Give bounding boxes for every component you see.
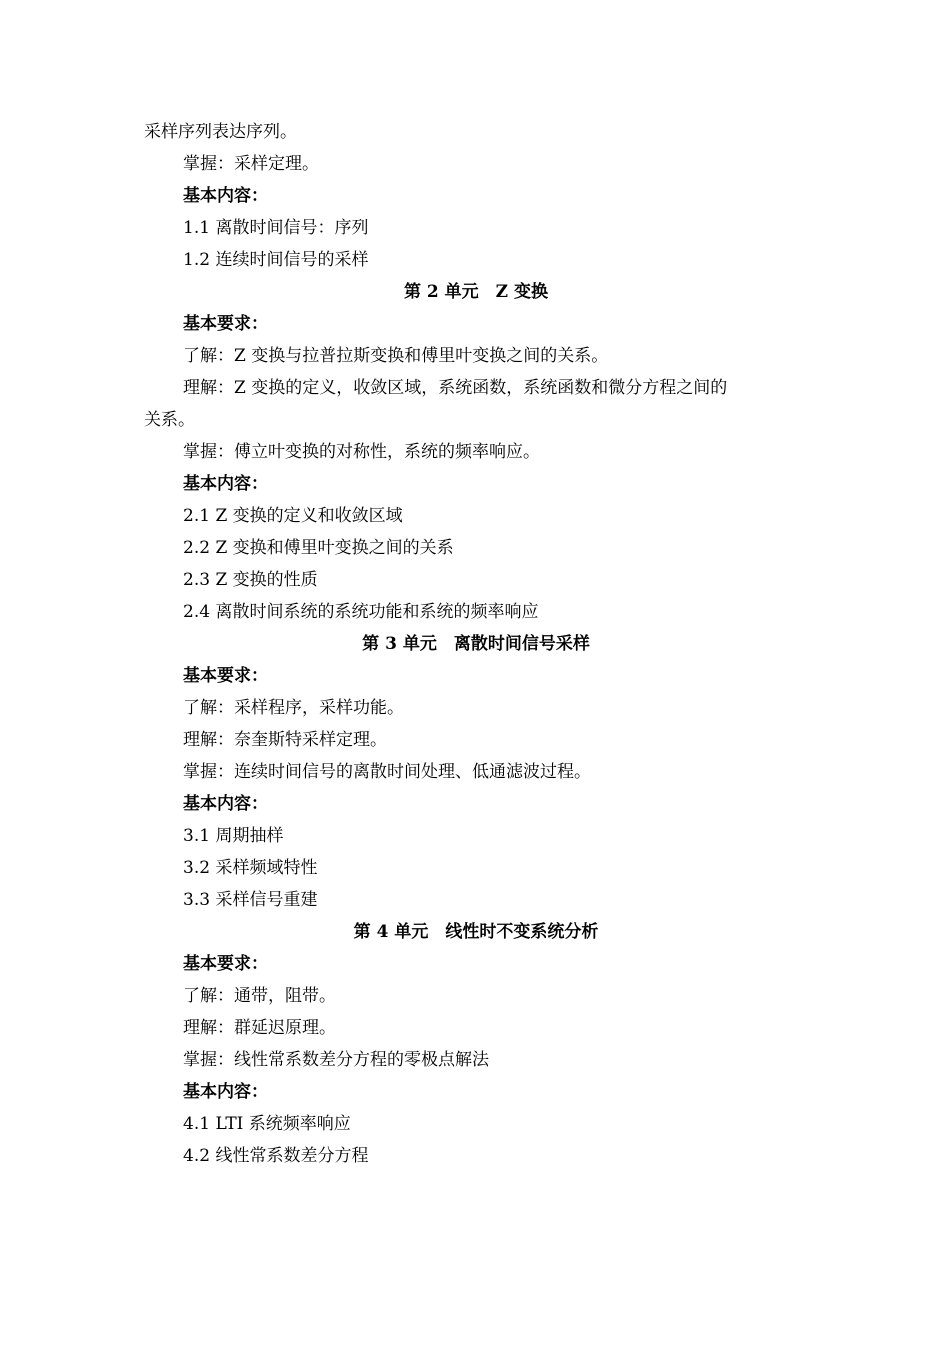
content-item: 4.2 线性常系数差分方程: [183, 1146, 369, 1166]
basic-requirements-heading: 基本要求：: [183, 954, 268, 974]
comprehend-requirement: 理解：群延迟原理。: [183, 1018, 336, 1038]
understand-requirement: 了解：Z 变换与拉普拉斯变换和傅里叶变换之间的关系。: [183, 346, 609, 366]
mastery-requirement: 掌握：傅立叶变换的对称性，系统的频率响应。: [183, 442, 540, 462]
basic-requirements-heading: 基本要求：: [183, 666, 268, 686]
content-item: 4.1 LTI 系统频率响应: [183, 1114, 351, 1134]
understand-requirement: 了解：采样程序，采样功能。: [183, 698, 404, 718]
basic-content-heading: 基本内容：: [183, 794, 268, 814]
unit-4-title: 第 4 单元 线性时不变系统分析: [353, 922, 599, 942]
content-item: 3.3 采样信号重建: [183, 890, 318, 910]
content-item: 3.2 采样频域特性: [183, 858, 318, 878]
mastery-requirement: 掌握：线性常系数差分方程的零极点解法: [183, 1050, 489, 1070]
mastery-requirement: 掌握：采样定理。: [183, 154, 319, 174]
mastery-requirement: 掌握：连续时间信号的离散时间处理、低通滤波过程。: [183, 762, 591, 782]
comprehend-requirement: 理解：奈奎斯特采样定理。: [183, 730, 387, 750]
content-item: 2.1 Z 变换的定义和收敛区域: [183, 506, 403, 526]
content-item: 1.2 连续时间信号的采样: [183, 250, 369, 270]
comprehend-requirement-continuation: 关系。: [144, 410, 195, 430]
content-item: 2.2 Z 变换和傅里叶变换之间的关系: [183, 538, 454, 558]
document-body: [144, 116, 808, 1172]
content-item: 3.1 周期抽样: [183, 826, 284, 846]
understand-requirement: 了解：通带，阻带。: [183, 986, 336, 1006]
content-item: 2.4 离散时间系统的系统功能和系统的频率响应: [183, 602, 539, 622]
basic-requirements-heading: 基本要求：: [183, 314, 268, 334]
comprehend-requirement: 理解：Z 变换的定义，收敛区域，系统函数，系统函数和微分方程之间的: [183, 378, 728, 398]
content-item: 1.1 离散时间信号：序列: [183, 218, 369, 238]
basic-content-heading: 基本内容：: [183, 474, 268, 494]
paragraph-continuation: 采样序列表达序列。: [144, 122, 297, 142]
unit-2-title: 第 2 单元 Z 变换: [404, 282, 548, 302]
unit-3-title: 第 3 单元 离散时间信号采样: [362, 634, 590, 654]
basic-content-heading: 基本内容：: [183, 186, 268, 206]
content-item: 2.3 Z 变换的性质: [183, 570, 318, 590]
basic-content-heading: 基本内容：: [183, 1082, 268, 1102]
